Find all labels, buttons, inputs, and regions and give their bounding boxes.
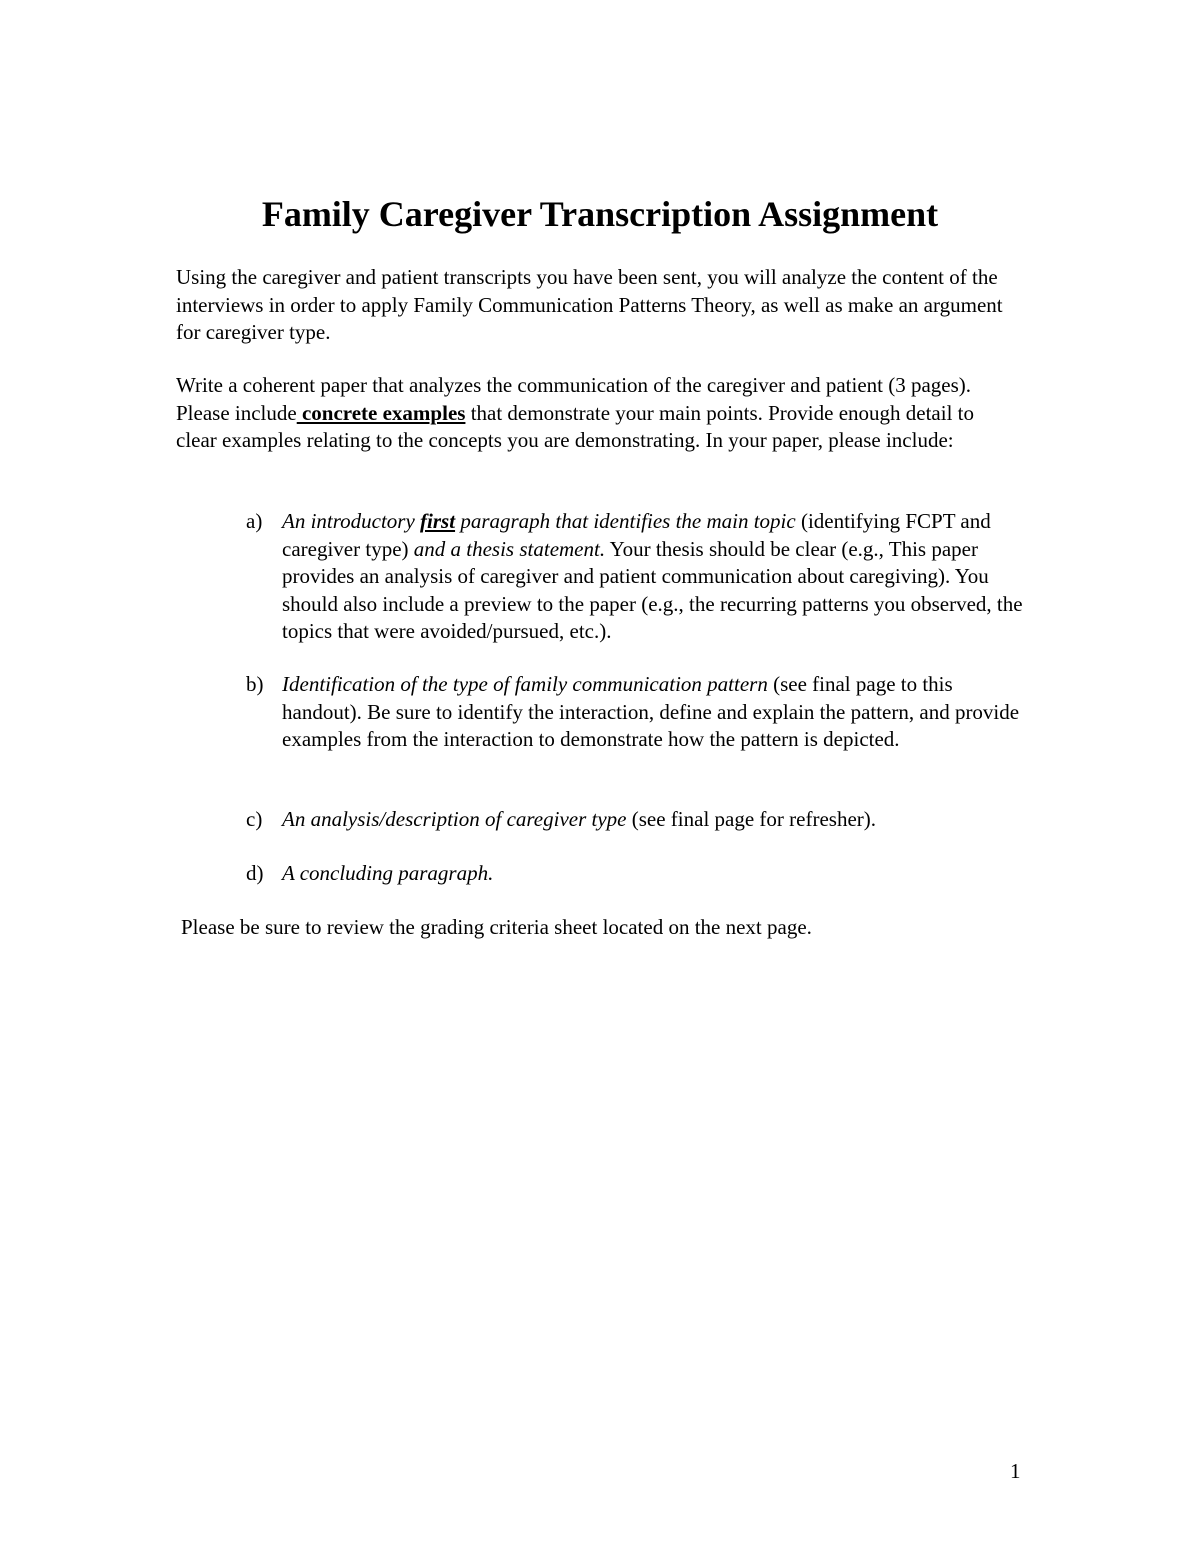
- item-a-text-2: Your thesis should be clear (e.g., This paper provides an analysis of caregiver and patient communication about caregiving). You should also include a preview to the paper (e.g., the recurring patterns you observed, the topics that were avoided/pursued, etc.).: [282, 536, 1023, 643]
- item-a-first-emphasis: first: [420, 509, 456, 533]
- list-item-c-body: [282, 806, 1032, 834]
- list-item-a-body: [282, 508, 1032, 646]
- list-marker-d: d): [246, 861, 264, 885]
- item-b-italic: Identification of the type of family communication pattern: [282, 672, 768, 696]
- instructions-paragraph: [176, 372, 1016, 455]
- instructions-text-1: Write a coherent paper that analyzes the communication of the caregiver and patient (3 pages). Please include: [176, 373, 972, 425]
- item-a-italic-1: An introductory: [282, 509, 421, 533]
- item-d-italic: A concluding paragraph.: [282, 861, 494, 885]
- item-c-italic: An analysis/description of caregiver type: [282, 807, 627, 831]
- item-c-text: (see final page for refresher).: [626, 807, 877, 831]
- concrete-examples-emphasis: concrete examples: [296, 400, 466, 425]
- instructions-text-2: that demonstrate your main points. Provide enough detail to clear examples relating to the concepts you are demonstrating. In your paper, please include:: [176, 400, 975, 452]
- list-marker-a: a): [246, 509, 263, 533]
- document-title: Family Caregiver Transcription Assignment: [261, 194, 939, 234]
- item-a-text-1: (identifying FCPT and caregiver type): [282, 509, 991, 561]
- list-marker-b: b): [246, 672, 264, 696]
- page-number: 1: [1010, 1459, 1021, 1483]
- item-a-italic-3: and a thesis statement.: [413, 536, 606, 561]
- closing-note: Please be sure to review the grading criteria sheet located on the next page.: [181, 915, 812, 939]
- item-a-italic-2: paragraph that identifies the main topic: [455, 509, 796, 533]
- list-item-b-body: [282, 671, 1032, 754]
- item-b-text: (see final page to this handout). Be sure to identify the interaction, define and explain the pattern, and provide examples from the interaction to demonstrate how the pattern is depicted.: [282, 672, 1020, 751]
- intro-paragraph: Using the caregiver and patient transcripts you have been sent, you will analyze the content of the interviews in order to apply Family Communication Patterns Theory, as well as make an argument for caregiver type.: [176, 265, 1003, 344]
- list-marker-c: c): [246, 807, 263, 831]
- list-item-d-body: [282, 860, 1032, 888]
